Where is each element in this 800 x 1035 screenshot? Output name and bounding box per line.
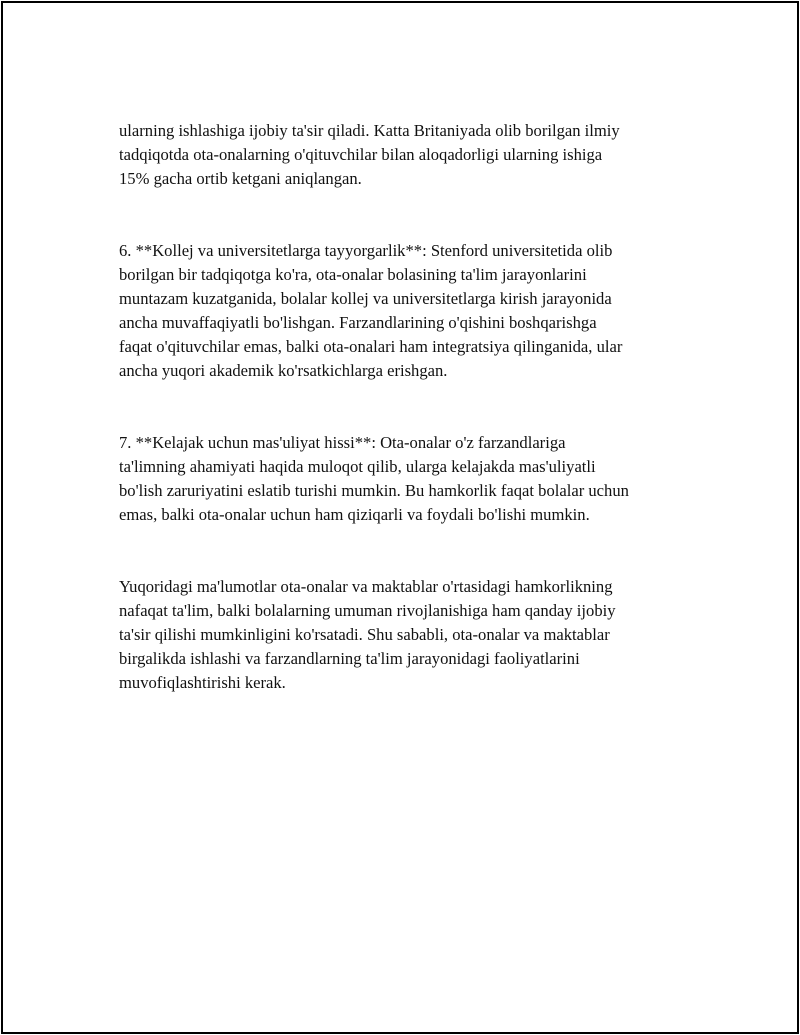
paragraph-item-7: 7. **Kelajak uchun mas'uliyat hissi**: Ota-onalar o'z farzandlariga ta'limning ahamiyati haqida muloqot qilib, ularga kelajakda mas'uliyatli bo'lish zaruriyatini eslatib turishi mumkin. Bu hamkorlik faqat bolalar uchun emas, balki ota-onalar uchun ham qiziqarli va foydali bo'lishi mumkin. [119,433,629,524]
paragraph-conclusion: Yuqoridagi ma'lumotlar ota-onalar va maktablar o'rtasidagi hamkorlikning nafaqat ta'lim, balki bolalarning umuman rivojlanishiga ham qanday ijobiy ta'sir qilishi mumkinligini ko'rsatadi. Shu sababli, ota-onalar va maktablar birgalikda ishlashi va farzandlarning ta'lim jarayonidagi faoliyatlarini muvofiqlashtirishi kerak. [119,577,616,692]
document-page [1,1,799,1034]
paragraph-continuation: ularning ishlashiga ijobiy ta'sir qiladi. Katta Britaniyada olib borilgan ilmiy tadqiqotda ota-onalarning o'qituvchilar bilan aloqadorligi ularning ishiga 15% gacha ortib ketgani aniqlangan. [119,121,620,188]
document-body [119,95,699,743]
paragraph-item-6: 6. **Kollej va universitetlarga tayyorgarlik**: Stenford universitetida olib borilgan bir tadqiqotga ko'ra, ota-onalar bolasining ta'lim jarayonlarini muntazam kuzatganida, bolalar kollej va universitetlarga kirish jarayonida ancha muvaffaqiyatli bo'lishgan. Farzandlarining o'qishini boshqarishga faqat o'qituvchilar emas, balki ota-onalari ham integratsiya qilinganida, ular ancha yuqori akademik ko'rsatkichlarga erishgan. [119,241,623,380]
